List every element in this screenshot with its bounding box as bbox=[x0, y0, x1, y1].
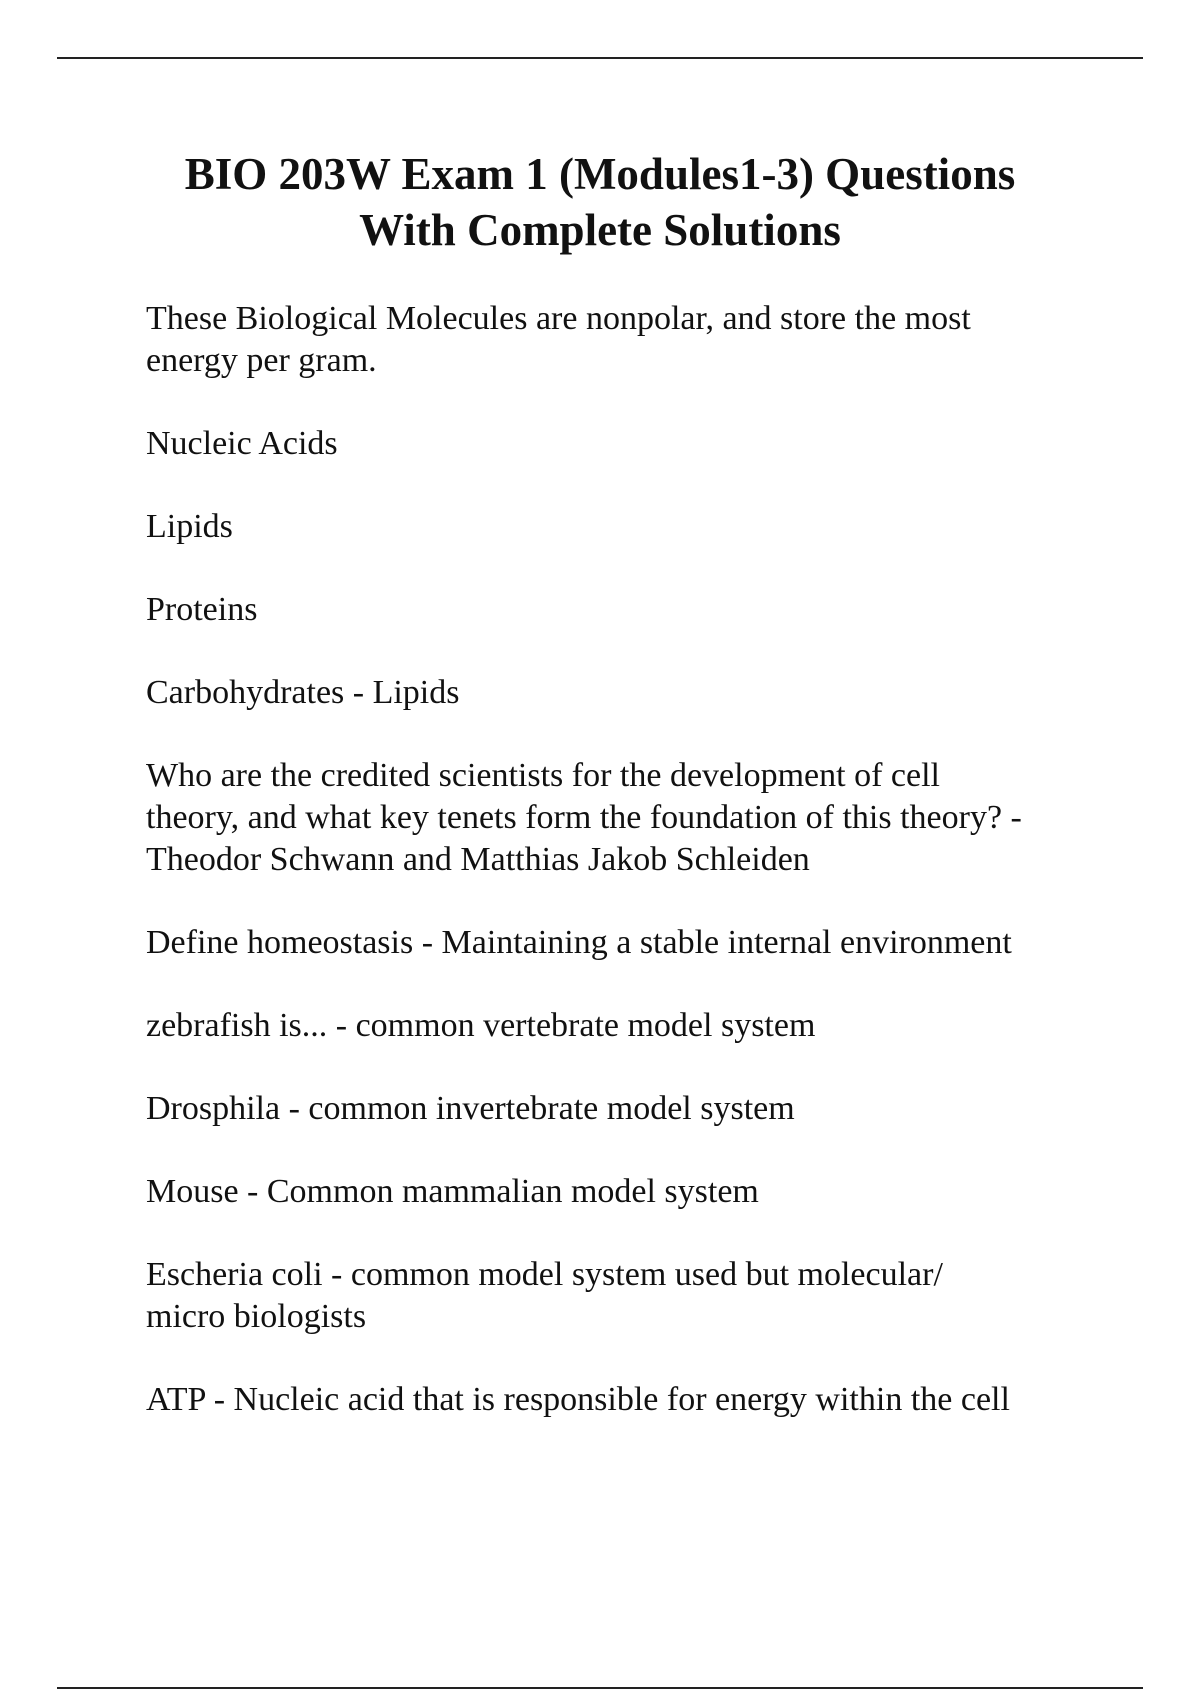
question-cell-theory bbox=[146, 755, 1106, 881]
bottom-rule bbox=[57, 1687, 1143, 1689]
question-zebrafish bbox=[146, 1005, 1106, 1047]
question-intro bbox=[146, 298, 1106, 382]
text-line: Proteins bbox=[146, 591, 258, 628]
option-proteins bbox=[146, 589, 1106, 631]
text-line: Nucleic Acids bbox=[146, 425, 338, 462]
text-line: These Biological Molecules are nonpolar, and store the most bbox=[146, 300, 971, 337]
text-line: zebrafish is... - common vertebrate model system bbox=[146, 1007, 816, 1044]
document-body bbox=[146, 298, 1106, 1462]
top-rule bbox=[57, 57, 1143, 59]
page-title bbox=[100, 146, 1100, 258]
title-line-2: With Complete Solutions bbox=[359, 205, 841, 255]
text-line: Theodor Schwann and Matthias Jakob Schleiden bbox=[146, 841, 810, 878]
question-homeostasis bbox=[146, 922, 1106, 964]
question-atp bbox=[146, 1379, 1106, 1421]
option-carbohydrates-answer bbox=[146, 672, 1106, 714]
text-line: ATP - Nucleic acid that is responsible for energy within the cell bbox=[146, 1381, 1010, 1418]
text-line: Drosphila - common invertebrate model system bbox=[146, 1090, 795, 1127]
text-line: micro biologists bbox=[146, 1298, 367, 1335]
text-line: Carbohydrates - Lipids bbox=[146, 674, 460, 711]
option-nucleic-acids bbox=[146, 423, 1106, 465]
text-line: energy per gram. bbox=[146, 342, 377, 379]
question-drosphila bbox=[146, 1088, 1106, 1130]
option-lipids bbox=[146, 506, 1106, 548]
question-escheria-coli bbox=[146, 1254, 1106, 1338]
text-line: Mouse - Common mammalian model system bbox=[146, 1173, 759, 1210]
text-line: Lipids bbox=[146, 508, 233, 545]
question-mouse bbox=[146, 1171, 1106, 1213]
text-line: Who are the credited scientists for the development of cell bbox=[146, 757, 940, 794]
text-line: Escheria coli - common model system used but molecular/ bbox=[146, 1256, 943, 1293]
text-line: theory, and what key tenets form the foundation of this theory? - bbox=[146, 799, 1022, 836]
title-line-1: BIO 203W Exam 1 (Modules1-3) Questions bbox=[184, 149, 1016, 199]
text-line: Define homeostasis - Maintaining a stable internal environment bbox=[146, 924, 1012, 961]
